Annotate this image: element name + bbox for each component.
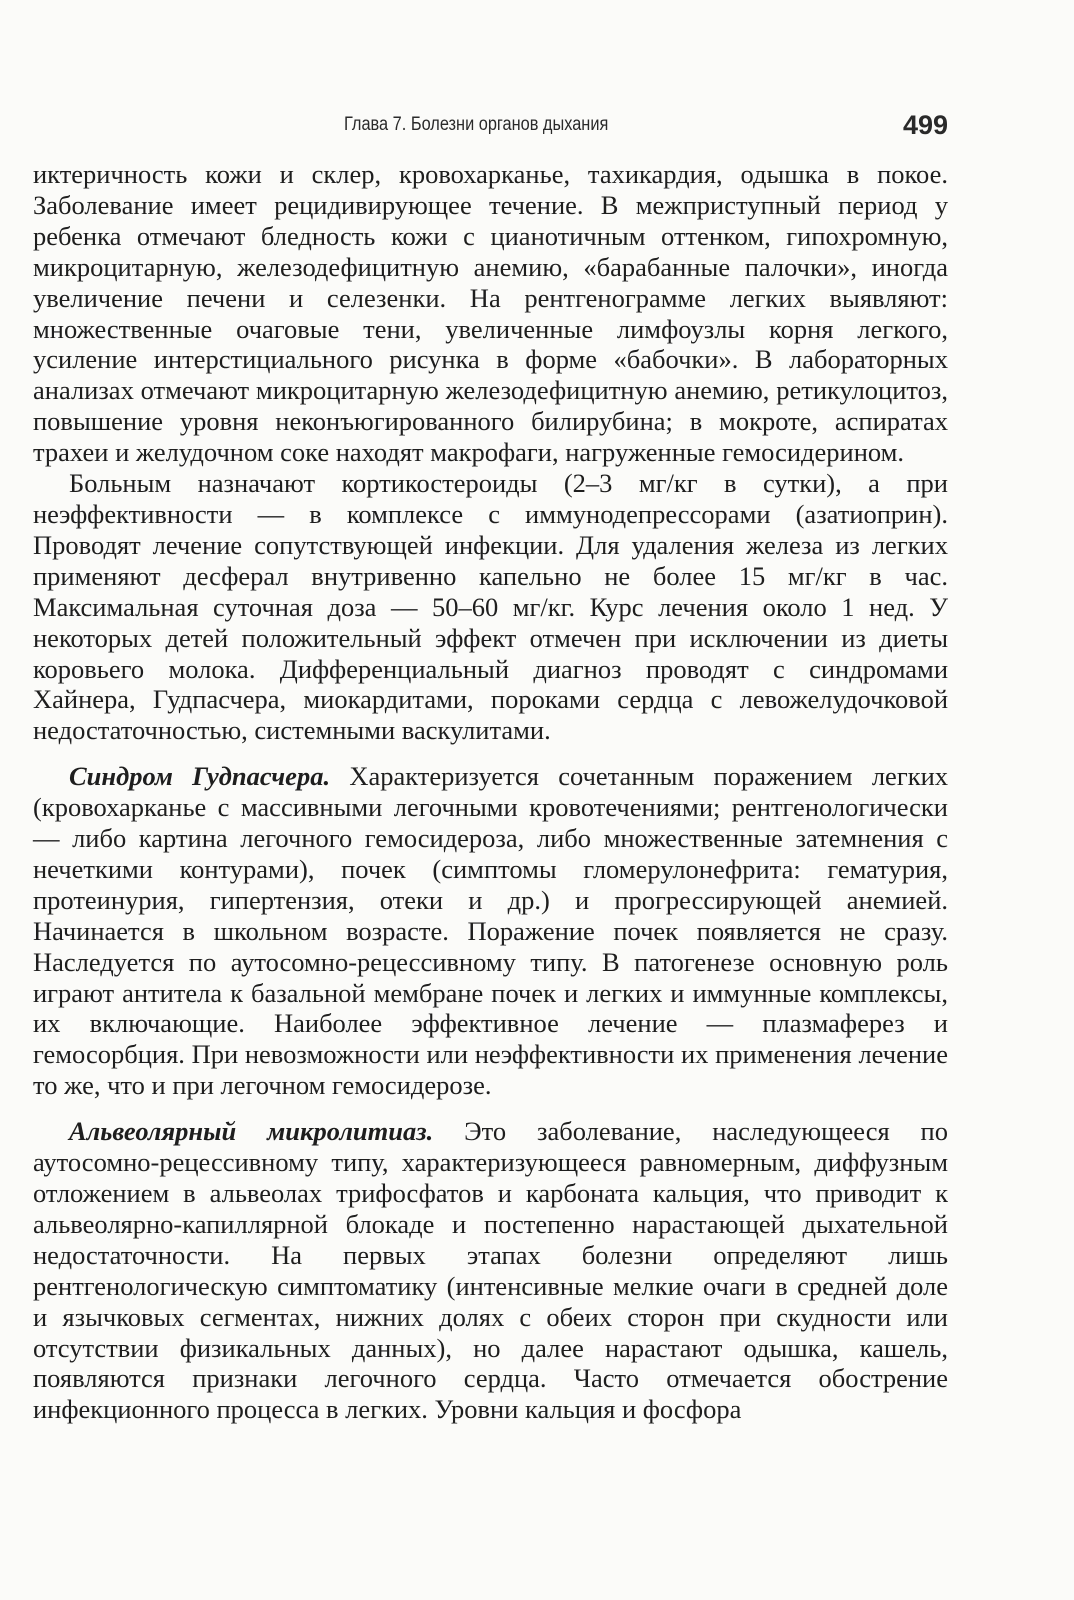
paragraph-continuation: иктеричность кожи и склер, кровохарканье, тахикардия, одышка в покое. Заболевание имеет рецидивирующее течение. В межприступный период у ребенка отмечают бледность кожи с цианотичным оттенком, гипохромную, микроцитарную, железодефицитную анемию, «барабанные палочки», иногда увеличение печени и селезенки. На рентгенограмме легких выявляют: множественные очаговые тени, увеличенные лимфоузлы корня легкого, усиление интерстициального рисунка в форме «бабочки». В лабораторных анализах отмечают микроцитарную железодефицитную анемию, ретикулоцитоз, повышение уровня неконъюгированного билирубина; в мокроте, аспиратах трахеи и желудочном соке находят макрофаги, нагруженные гемосидерином. xyxy=(33,159,948,468)
page-header xyxy=(344,112,948,144)
paragraph-treatment: Больным назначают кортикостероиды (2–3 мг/кг в сутки), а при неэффективности — в комплексе с иммунодепрессорами (азатиоприн). Проводят лечение сопутствующей инфекции. Для удаления железа из легких применяют десферал внутривенно капельно не более 15 мг/кг в час. Максимальная суточная доза — 50–60 мг/кг. Курс лечения около 1 нед. У некоторых детей положительный эффект отмечен при исключении из диеты коровьего молока. Дифференциальный диагноз проводят с синдромами Хайнера, Гудпасчера, миокардитами, пороками сердца с левожелудочковой недостаточностью, системными васкулитами. xyxy=(33,468,948,746)
paragraph-microlithiasis xyxy=(33,1116,948,1425)
microlithiasis-text: Это заболевание, наследующееся по аутосомно-рецессивному типу, характеризующееся равномерным, диффузным отложением в альвеолах трифосфатов и карбоната кальция, что приводит к альвеолярно-капиллярной блокаде и постепенно нарастающей дыхательной недостаточности. На первых этапах болезни определяют лишь рентгенологическую симптоматику (интенсивные мелкие очаги в средней доле и язычковых сегментах, нижних долях с обеих сторон при скудности или отсутствии физикальных данных), но далее нарастают одышка, кашель, появляются признаки легочного сердца. Часто отмечается обострение инфекционного процесса в легких. Уровни кальция и фосфора xyxy=(33,1116,948,1425)
goodpasture-heading: Синдром Гудпасчера. xyxy=(69,761,331,792)
paragraph-goodpasture xyxy=(33,761,948,1101)
running-title: Глава 7. Болезни органов дыхания xyxy=(344,114,609,135)
goodpasture-text: Характеризуется сочетанным поражением легких (кровохарканье с массивными легочными кровотечениями; рентгенологически — либо картина легочного гемосидероза, либо множественные затемнения с нечеткими контурами), почек (симптомы гломерулонефрита: гематурия, протеинурия, гипертензия, отеки и др.) и прогрессирующей анемией. Начинается в школьном возрасте. Поражение почек появляется не сразу. Наследуется по аутосомно-рецессивному типу. В патогенезе основную роль играют антитела к базальной мембране почек и легких и иммунные комплексы, их включающие. Наиболее эффективное лечение — плазмаферез и гемосорбция. При невозможности или неэффективности их применения лечение то же, что и при легочном гемосидерозе. xyxy=(33,761,948,1101)
page-number: 499 xyxy=(902,110,948,140)
microlithiasis-heading: Альвеолярный микролитиаз. xyxy=(69,1116,434,1147)
body-text xyxy=(33,159,948,1425)
